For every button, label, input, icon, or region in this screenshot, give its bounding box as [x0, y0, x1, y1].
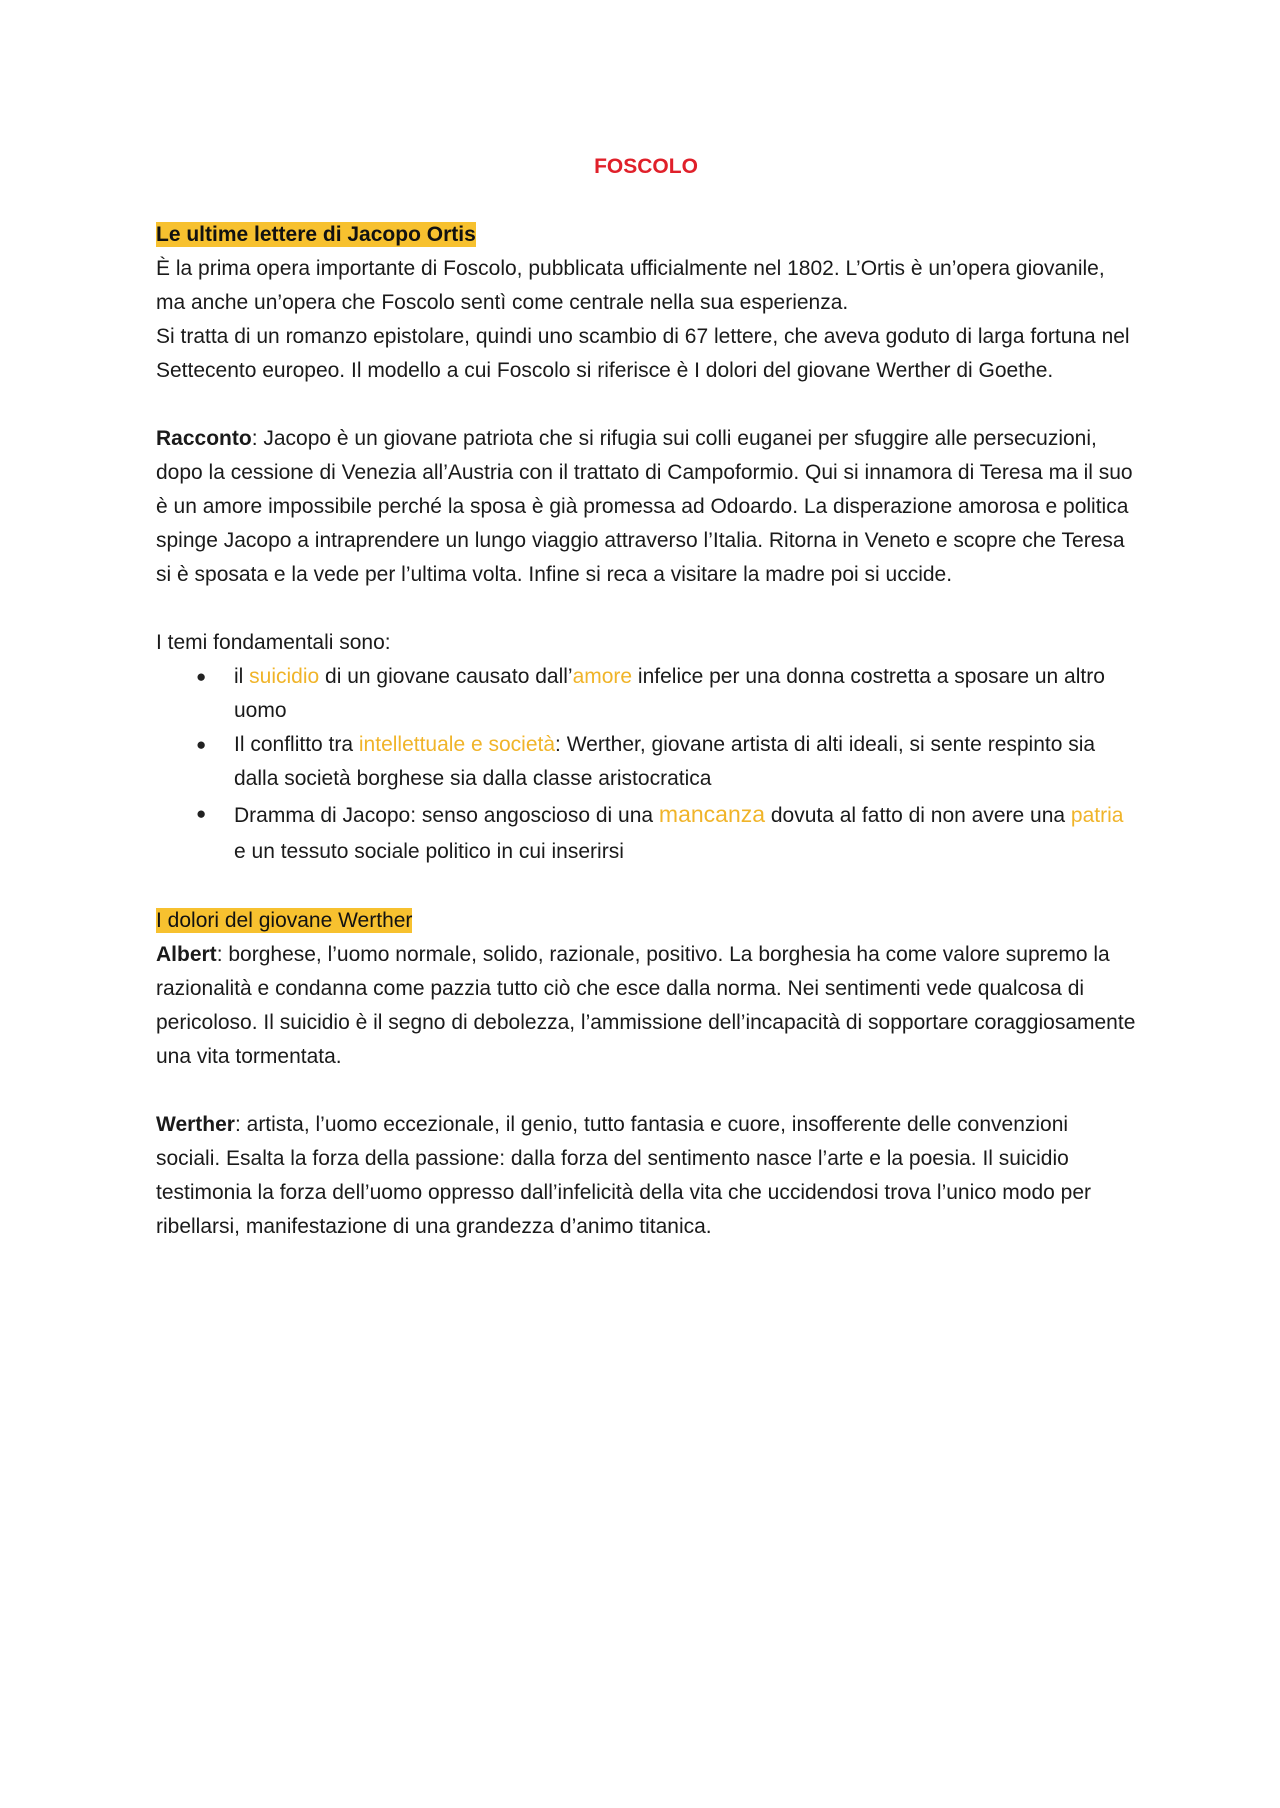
racconto-text: : Jacopo è un giovane patriota che si rifugia sui colli euganei per sfuggire alle persecuzioni, dopo la cessione di Venezia all’Austria con il trattato di Campoformio. Qui si innamora di Teresa ma il suo è un amore impossibile perché la sposa è già promessa ad Odoardo. La disperazione amorosa e politica spinge Jacopo a intraprendere un lungo viaggio attraverso l’Italia. Ritorna in Veneto e scopre che Teresa si è sposata e la vede per l’ultima volta. Infine si reca a visitare la madre poi si uccide.: [156, 427, 1133, 586]
section-werther: [156, 904, 1136, 938]
section-ortis: [156, 218, 1136, 252]
racconto-paragraph: [156, 422, 1136, 592]
themes-intro: I temi fondamentali sono:: [156, 631, 391, 654]
theme-text: di un giovane causato dall’: [319, 665, 573, 688]
themes-list: [156, 660, 1136, 870]
bullet-icon: ●: [196, 667, 207, 686]
spacer: [156, 388, 1136, 422]
albert-label: Albert: [156, 943, 217, 966]
theme-text: dovuta al fatto di non avere una: [765, 804, 1071, 827]
racconto-label: Racconto: [156, 427, 252, 450]
spacer: [156, 870, 1136, 904]
list-item: [156, 660, 1136, 728]
theme-text: e un tessuto sociale politico in cui inserirsi: [234, 840, 624, 863]
spacer: [156, 1074, 1136, 1108]
werther-paragraph: [156, 1108, 1136, 1244]
keyword-amore: amore: [572, 665, 633, 688]
ortis-intro-2: Si tratta di un romanzo epistolare, quindi uno scambio di 67 lettere, che aveva goduto di larga fortuna nel Settecento europeo. Il modello a cui Foscolo si riferisce è I dolori del giovane Werther di Goethe.: [156, 325, 1130, 382]
theme-text: : Werther, giovane artista di alti ideali, si sente respinto sia dalla società borghese sia dalla classe aristocratica: [234, 733, 1096, 790]
document-body: [156, 150, 1136, 1244]
theme-text: il: [234, 665, 250, 688]
section-heading-ortis: Le ultime lettere di Jacopo Ortis: [156, 223, 476, 246]
bullet-icon: ●: [196, 735, 207, 754]
keyword-patria: patria: [1070, 804, 1124, 827]
spacer: [156, 592, 1136, 626]
theme-text: Il conflitto tra: [234, 733, 359, 756]
keyword-suicidio: suicidio: [249, 665, 320, 688]
bullet-icon: ●: [196, 804, 207, 823]
werther-label: Werther: [156, 1113, 235, 1136]
albert-paragraph: [156, 938, 1136, 1074]
theme-text: Dramma di Jacopo: senso angoscioso di una: [234, 804, 659, 827]
section-heading-werther: I dolori del giovane Werther: [156, 909, 413, 932]
werther-text: : artista, l’uomo eccezionale, il genio, tutto fantasia e cuore, insofferente delle convenzioni sociali. Esalta la forza della passione: dalla forza del sentimento nasce l’arte e la poesia. Il suicidio testimonia la forza dell’uomo oppresso dall’infelicità della vita che uccidendosi trova l’unico modo per ribellarsi, manifestazione di una grandezza d’animo titanica.: [156, 1113, 1092, 1238]
theme-text: infelice per una donna costretta a sposare un altro uomo: [234, 665, 1105, 722]
ortis-intro: È la prima opera importante di Foscolo, pubblicata ufficialmente nel 1802. L’Ortis è un’opera giovanile, ma anche un’opera che Foscolo sentì come centrale nella sua esperienza.: [156, 257, 1105, 314]
keyword-intellettuale-societa: intellettuale e società: [358, 733, 556, 756]
list-item: [156, 796, 1136, 870]
list-item: [156, 728, 1136, 796]
albert-text: : borghese, l’uomo normale, solido, razionale, positivo. La borghesia ha come valore supremo la razionalità e condanna come pazzia tutto ciò che esce dalla norma. Nei sentimenti vede qualcosa di pericoloso. Il suicidio è il segno di debolezza, l’ammissione dell’incapacità di sopportare coraggiosamente una vita tormentata.: [156, 943, 1136, 1068]
page-title: FOSCOLO: [594, 155, 698, 178]
keyword-mancanza: mancanza: [658, 801, 766, 827]
